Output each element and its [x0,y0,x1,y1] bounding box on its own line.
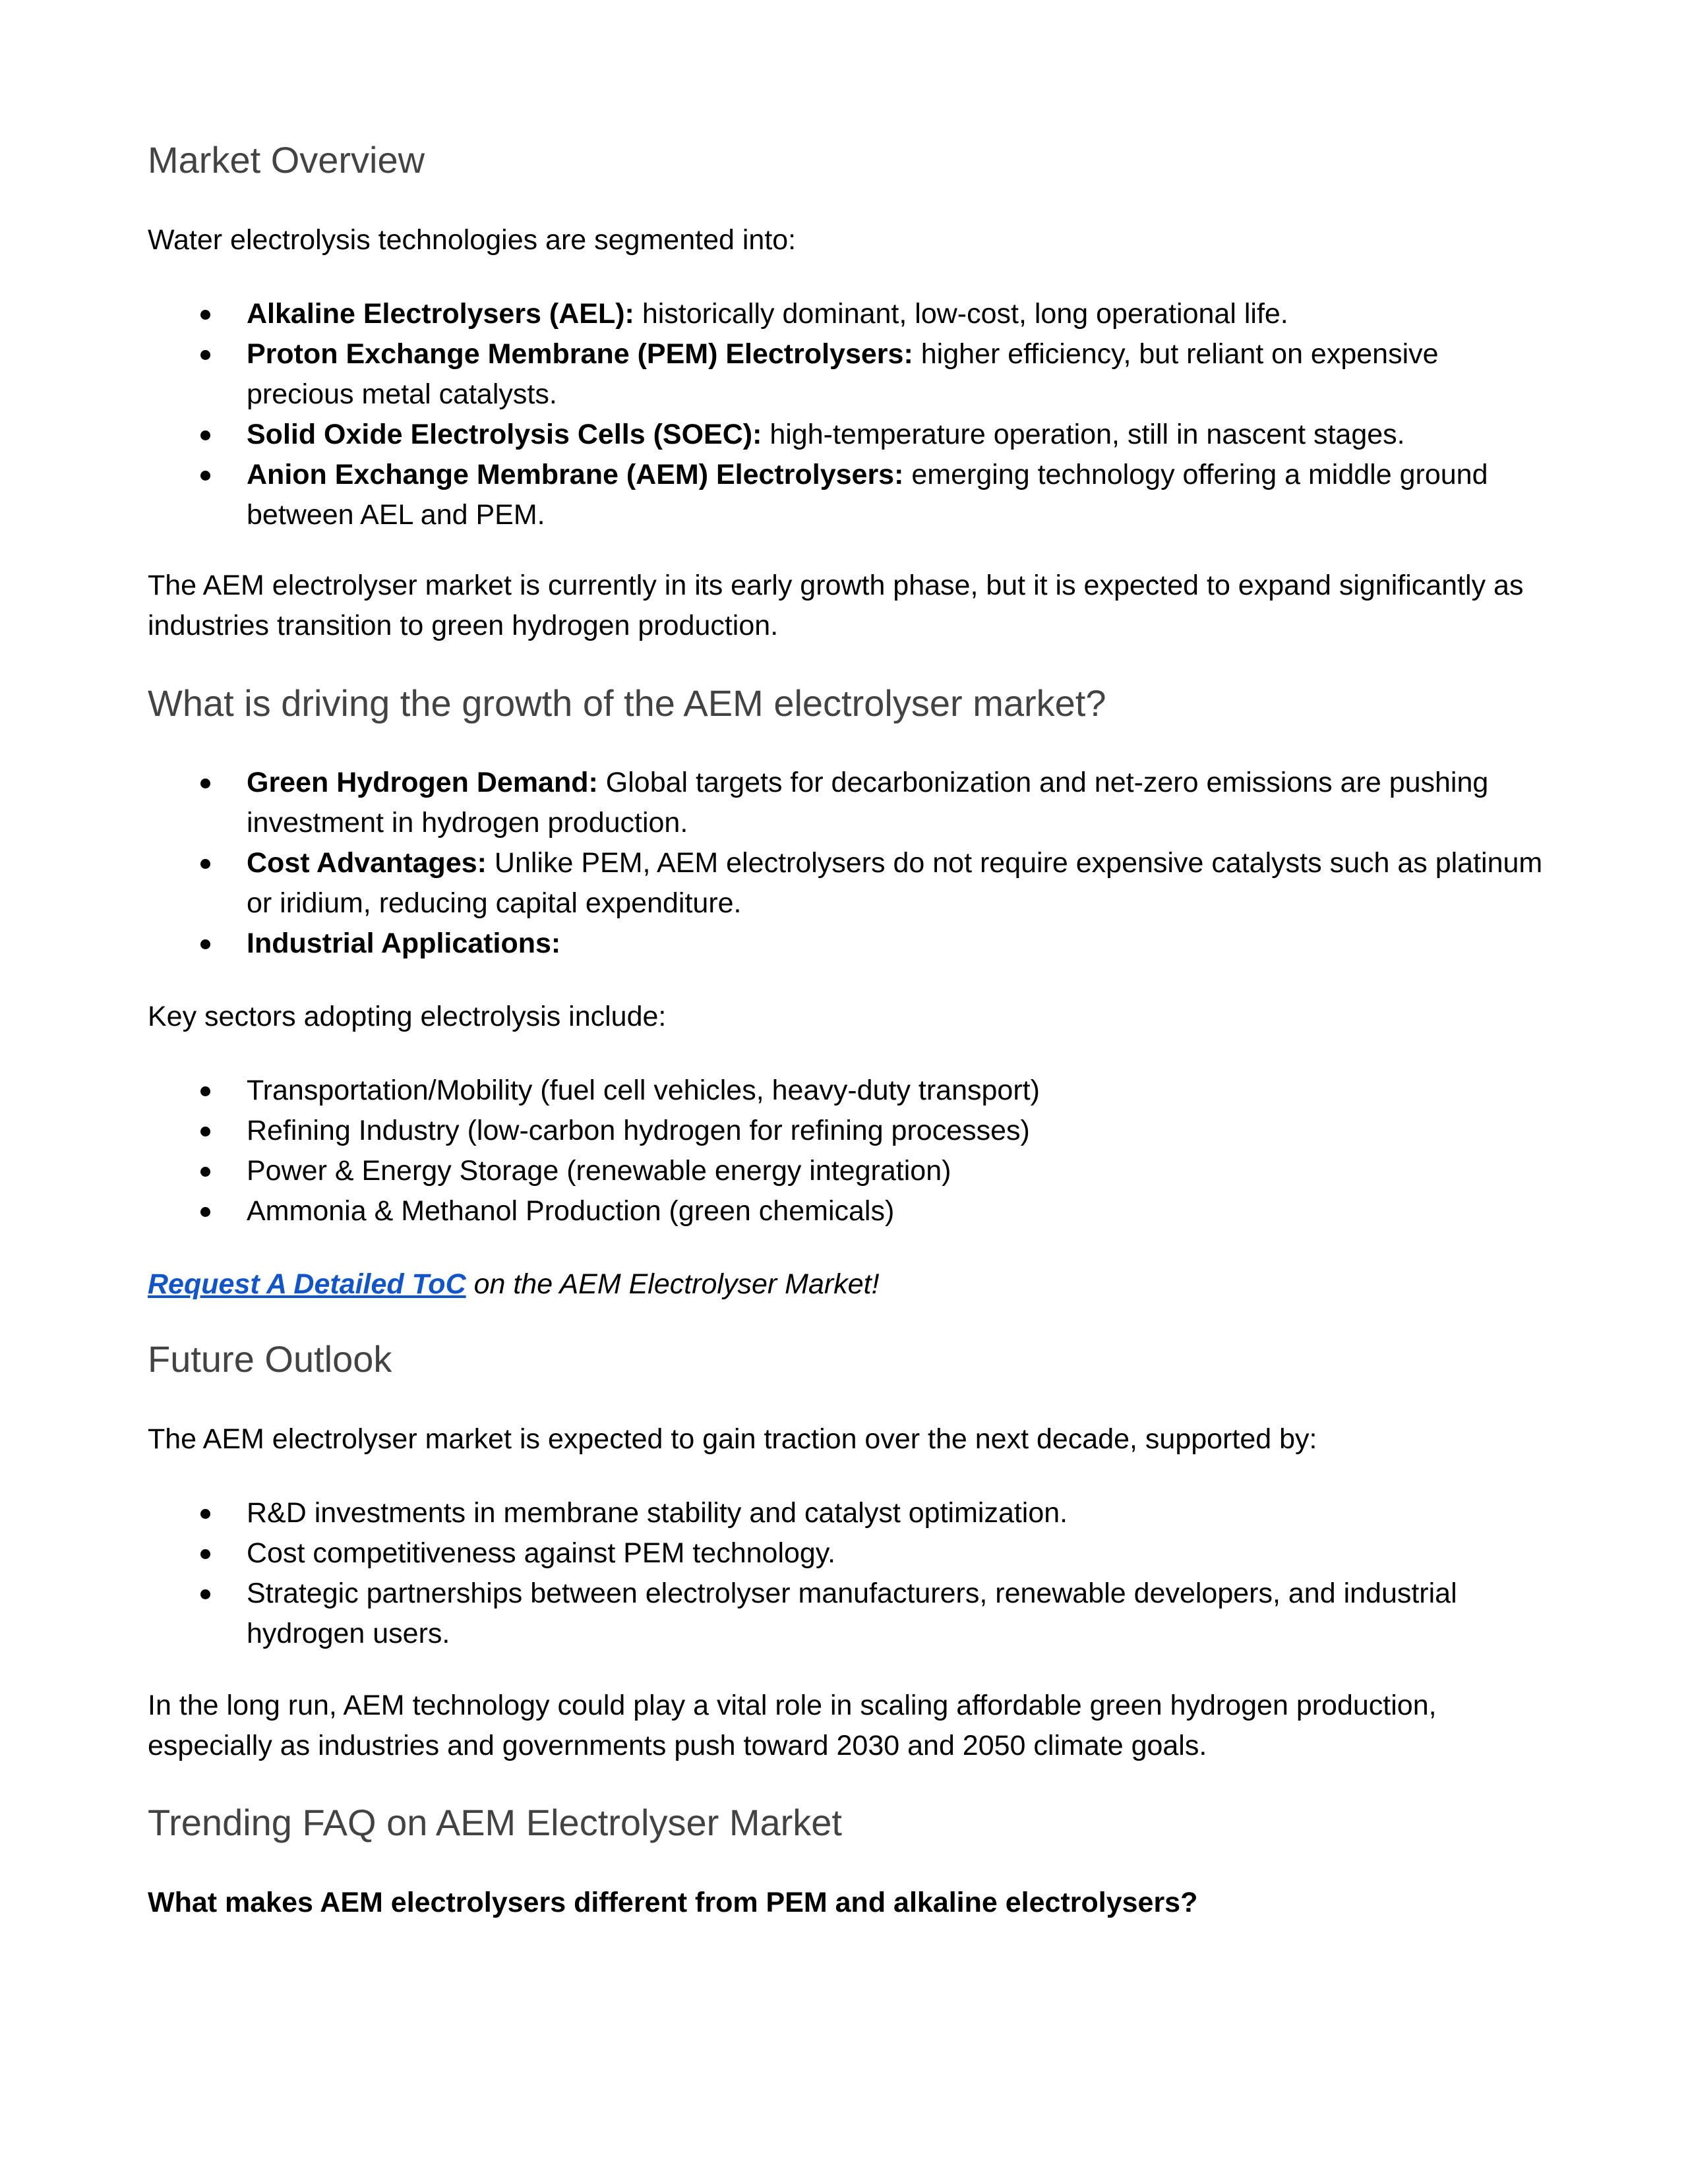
outlook-intro: The AEM electrolyser market is expected to gain traction over the next decade, supported by: [148,1423,1317,1455]
list-item [148,1071,1552,1111]
list-item-text: Ammonia & Methanol Production (green chemicals) [247,1195,895,1227]
list-item-text: Unlike PEM, AEM electrolysers do not require expensive catalysts such as platinum or iridium, reducing capital expenditure. [247,847,1543,919]
heading-future-outlook: Future Outlook [148,1338,392,1380]
list-item-text: R&D investments in membrane stability and catalyst optimization. [247,1497,1068,1529]
list-item [148,763,1552,843]
outlook-summary: In the long run, AEM technology could play a vital role in scaling affordable green hydrogen production, especially as industries and governments push toward 2030 and 2050 climate goals. [148,1690,1437,1761]
list-item [148,334,1552,415]
sectors-intro: Key sectors adopting electrolysis include: [148,1001,667,1032]
outlook-list [148,1493,1552,1654]
list-item-term: Alkaline Electrolysers (AEL): [247,298,634,330]
request-toc-link[interactable]: Request A Detailed ToC [148,1268,466,1300]
list-item [148,843,1552,924]
sector-list [148,1071,1552,1231]
list-item-term: Industrial Applications: [247,928,561,959]
market-overview-intro: Water electrolysis technologies are segmented into: [148,224,797,256]
list-item [148,1191,1552,1231]
list-item-text: higher efficiency, but reliant on expensive precious metal catalysts. [247,338,1439,410]
list-item [148,1533,1552,1574]
toc-request-line [148,1264,1552,1305]
list-item-text: Strategic partnerships between electrolyser manufacturers, renewable developers, and industrial hydrogen users. [247,1578,1457,1649]
heading-growth-drivers: What is driving the growth of the AEM electrolyser market? [148,682,1106,724]
list-item-text: Transportation/Mobility (fuel cell vehicles, heavy-duty transport) [247,1075,1040,1106]
faq-question [148,1883,1552,1923]
list-item-text: Power & Energy Storage (renewable energy integration) [247,1155,951,1187]
list-item-text: Refining Industry (low-carbon hydrogen for refining processes) [247,1115,1030,1146]
list-item [148,1493,1552,1533]
list-item [148,1151,1552,1191]
list-item-text: Cost competitiveness against PEM technology. [247,1537,836,1569]
list-item-text: emerging technology offering a middle ground between AEL and PEM. [247,459,1488,531]
heading-faq: Trending FAQ on AEM Electrolyser Market [148,1802,842,1843]
list-item [148,415,1552,455]
toc-request-text: on the AEM Electrolyser Market! [466,1268,880,1300]
list-item-term: Green Hydrogen Demand: [247,767,598,798]
list-item [148,924,1552,964]
list-item [148,1574,1552,1654]
list-item-term: Cost Advantages: [247,847,487,879]
list-item-term: Anion Exchange Membrane (AEM) Electrolysers: [247,459,904,490]
list-item-text: historically dominant, low-cost, long operational life. [634,298,1288,330]
list-item-text: Global targets for decarbonization and net-zero emissions are pushing investment in hydrogen production. [247,767,1489,839]
list-item-term: Proton Exchange Membrane (PEM) Electrolysers: [247,338,913,370]
list-item-text: high-temperature operation, still in nascent stages. [762,419,1405,450]
list-item-term: Solid Oxide Electrolysis Cells (SOEC): [247,419,762,450]
list-item [148,455,1552,535]
growth-driver-list [148,763,1552,964]
faq-question-text: What makes AEM electrolysers different from PEM and alkaline electrolysers? [148,1887,1198,1918]
list-item [148,294,1552,334]
list-item [148,1111,1552,1151]
heading-market-overview: Market Overview [148,139,425,181]
technology-list [148,294,1552,535]
market-overview-summary: The AEM electrolyser market is currently in its early growth phase, but it is expected to expand significantly as industries transition to green hydrogen production. [148,570,1524,641]
